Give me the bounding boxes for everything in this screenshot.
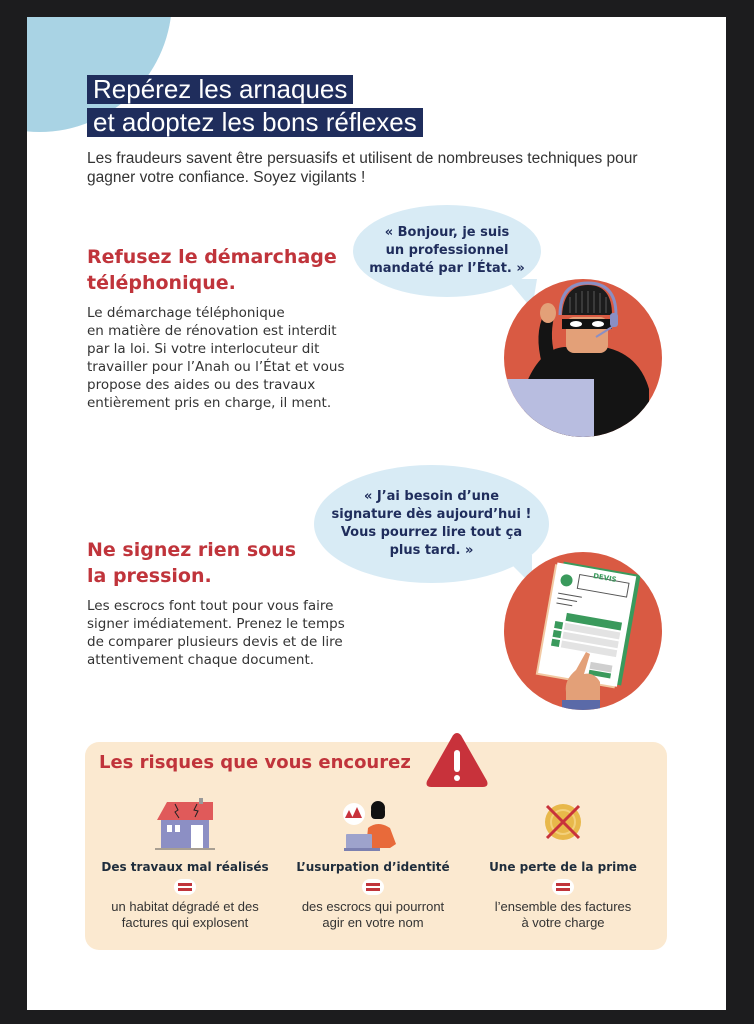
house-damaged-icon [90, 792, 280, 852]
risk-description [90, 899, 280, 931]
section1-title-line1: Refusez le démarchage [87, 246, 337, 268]
hacker-illustration [504, 279, 662, 437]
intro-text: Les fraudeurs savent être persuasifs et utilisent de nombreuses techniques pour gagner votre confiance. Soyez vigilants ! [87, 150, 638, 186]
risk-desc-line: à votre charge [521, 915, 605, 930]
speech-bubble-2 [314, 465, 549, 583]
equals-icon [174, 879, 196, 895]
risk-desc-line: agir en votre nom [322, 915, 424, 930]
section1-text-line: entièrement pris en charge, il ment. [87, 395, 332, 411]
section1-text-line: travailler pour l’Anah ou l’État et vous [87, 359, 345, 375]
devis-label: DEVIS [592, 572, 618, 584]
risk-heading: L’usurpation d’identité [296, 860, 450, 874]
equals-icon [552, 879, 574, 895]
warning-icon [424, 730, 490, 790]
document-signing-icon [504, 552, 662, 710]
section2-text [87, 597, 345, 669]
contract-illustration [504, 552, 662, 710]
risk-heading: Des travaux mal réalisés [101, 860, 269, 874]
bubble2-line: signature dès aujourd’hui ! [331, 507, 532, 522]
title-line-2: et adoptez les bons réflexes [87, 108, 423, 137]
section2-text-line: de comparer plusieurs devis et de lire [87, 634, 343, 650]
bubble2-line: « J’ai besoin d’une [363, 489, 500, 504]
page-title [87, 75, 423, 141]
risk-item [468, 792, 658, 931]
section2-title-line1: Ne signez rien sous [87, 539, 297, 561]
risk-item [90, 792, 280, 931]
section2-title-line2: la pression. [87, 565, 212, 587]
risk-item [278, 792, 468, 931]
section1-title [87, 244, 337, 296]
section2-title [87, 537, 296, 589]
section1-text [87, 304, 345, 412]
risk-desc-line: des escrocs qui pourront [301, 899, 445, 914]
section1-text-line: Le démarchage téléphonique [87, 305, 285, 321]
hacker-phone-icon [504, 279, 662, 437]
crossed-coin-icon [468, 792, 658, 852]
risk-desc-line: factures qui explosent [121, 915, 249, 930]
bubble2-line: plus tard. » [389, 543, 474, 558]
section2-text-line: attentivement chaque document. [87, 652, 315, 668]
risk-description [278, 899, 468, 931]
risk-desc-line: un habitat dégradé et des [111, 899, 259, 914]
section1-text-line: en matière de rénovation est interdit [87, 323, 337, 339]
section2-text-line: signer imédiatement. Prenez le temps [87, 616, 345, 632]
speech-bubble-1 [353, 205, 541, 297]
risks-title: Les risques que vous encourez [99, 752, 411, 773]
bubble2-line: Vous pourrez lire tout ça [340, 525, 523, 540]
section2-text-line: Les escrocs font tout pour vous faire [87, 598, 334, 614]
risk-heading: Une perte de la prime [489, 860, 637, 874]
hacker-icon [278, 792, 468, 852]
section1-text-line: propose des aides ou des travaux [87, 377, 316, 393]
bubble1-line: un professionnel [385, 243, 509, 258]
page [27, 17, 726, 1010]
risk-desc-line: l’ensemble des factures [494, 899, 632, 914]
section1-text-line: par la loi. Si votre interlocuteur dit [87, 341, 320, 357]
title-line-1: Repérez les arnaques [87, 75, 353, 104]
risks-box [85, 742, 667, 950]
equals-icon [362, 879, 384, 895]
bubble1-line: mandaté par l’État. » [369, 261, 525, 276]
bubble1-line: « Bonjour, je suis [384, 225, 510, 240]
risk-description [468, 899, 658, 931]
section1-title-line2: téléphonique. [87, 272, 236, 294]
